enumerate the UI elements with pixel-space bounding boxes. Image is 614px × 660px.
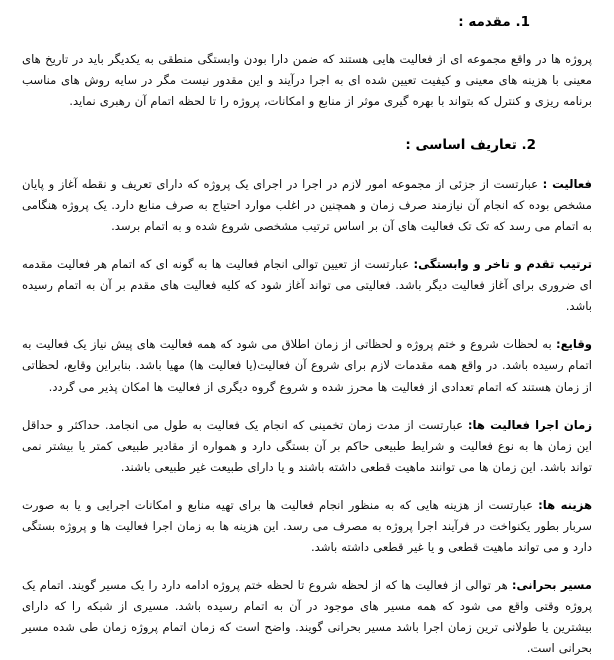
definition-term-costs: هزینه ها: xyxy=(538,497,592,512)
definition-costs xyxy=(22,495,592,558)
definition-term-activity: فعالیت : xyxy=(542,176,592,191)
section-heading-introduction: 1. مقدمه : xyxy=(458,14,530,30)
definition-body-costs: عبارتست از هزینه هایی که به منظور انجام فعالیت ها برای تهیه منابع و امکانات اجرایی و یا به صورت سربار بطور یکنواخت در فرآیند اجرا پروژه به مصرف می رسد. این هزینه ها به زمان اجرا فعالیت ها و پروژه بستگی دارد و می تواند ماهیت قطعی و یا غیر قطعی داشته باشد. xyxy=(22,497,592,555)
definition-body-activity: عبارتست از جزئی از مجموعه امور لازم در اجرا در اجرای یک پروژه که دارای تعریف و نقطه آغاز و پایان مشخص بوده که انجام آن نیازمند صرف زمان و همچنین در اغلب موارد احتیاج به صرف منابع دارد. یک پروژه هنگامی به اتمام می رسد که تک تک فعالیت های آن بر اساس ترتیب مشخصی شروع شده و به اتمام برسد. xyxy=(22,176,592,233)
definition-events xyxy=(22,334,592,397)
definition-body-activity-duration: عبارتست از مدت زمان تخمینی که انجام یک فعالیت به طول می انجامد. حداکثر و حداقل این زمان ها به نوع فعالیت و شرایط طبیعی حاکم بر آن بستگی دارد و همواره از مقادیر طبیعی کمتر یا بیشتر نمی تواند باشد. این زمان ها می توانند ماهیت قطعی داشته باشند و یا دارای طبیعت غیر طبیعی باشند. xyxy=(22,417,592,474)
definition-term-precedence: ترتیب تقدم و تاخر و وابستگی: xyxy=(413,257,592,272)
definition-activity-duration xyxy=(22,415,592,478)
definition-body-critical-path: هر توالی از فعالیت ها که از لحظه شروع تا لحظه ختم پروژه ادامه دارد را یک مسیر گویند. اتمام یک پروژه وقتی واقع می شود که همه مسیر های موجود در آن به اتمام رسیده باشد. مسیری از شبکه را که دارای بیشترین یا طولانی ترین زمان اجرا باشد مسیر بحرانی گویند. واضح است که زمان اتمام پروژه زمان طی شده مسیر بحرانی است. xyxy=(22,578,592,656)
definition-body-precedence: عبارتست از تعیین توالی انجام فعالیت ها به گونه ای که اتمام هر فعالیت مقدمه ای ضروری برای آغاز فعالیت دیگر باشد. فعالیتی می تواند آغاز شود که کلیه فعالیت های مقدم بر آن به اتمام رسیده باشد. xyxy=(22,257,592,314)
introduction-paragraph: پروژه ها در واقع مجموعه ای از فعالیت هایی هستند که ضمن دارا بودن وابستگی منطقی به یکدیگر باید در تاریخ های معینی با هزینه های معینی و کیفیت تعیین شده ای به اجرا درآیند و این مقدور نیست مگر در سایه روش های مناسب برنامه ریزی و کنترل که بتواند با بهره گیری موثر از منابع و امکانات، پروژه را تا لحظه اتمام آن رهبری نماید. xyxy=(22,52,592,109)
definition-critical-path xyxy=(22,575,592,659)
definition-term-critical-path: مسیر بحرانی: xyxy=(511,578,592,593)
definition-activity xyxy=(22,174,592,237)
section-heading-definitions: 2. تعاریف اساسی : xyxy=(405,136,536,153)
definition-body-events: به لحظات شروع و ختم پروژه و لحظاتی از زمان اطلاق می شود که همه فعالیت های پیش نیاز یک فعالیت به اتمام رسیده باشد. در واقع همه مقدمات لازم برای شروع آن فعالیت(یا فعالیت ها) مهیا باشد. بنابراین وقایع، لحظاتی از زمان هستند که اتمام تعدادی از فعالیت ها محرز شده و شروع گروه دیگری از فعالیت ها امکان پذیر می گردد. xyxy=(22,337,592,394)
definition-term-activity-duration: زمان اجرا فعالیت ها: xyxy=(467,417,592,432)
definition-precedence xyxy=(22,254,592,317)
definition-term-events: وقایع: xyxy=(555,337,592,352)
